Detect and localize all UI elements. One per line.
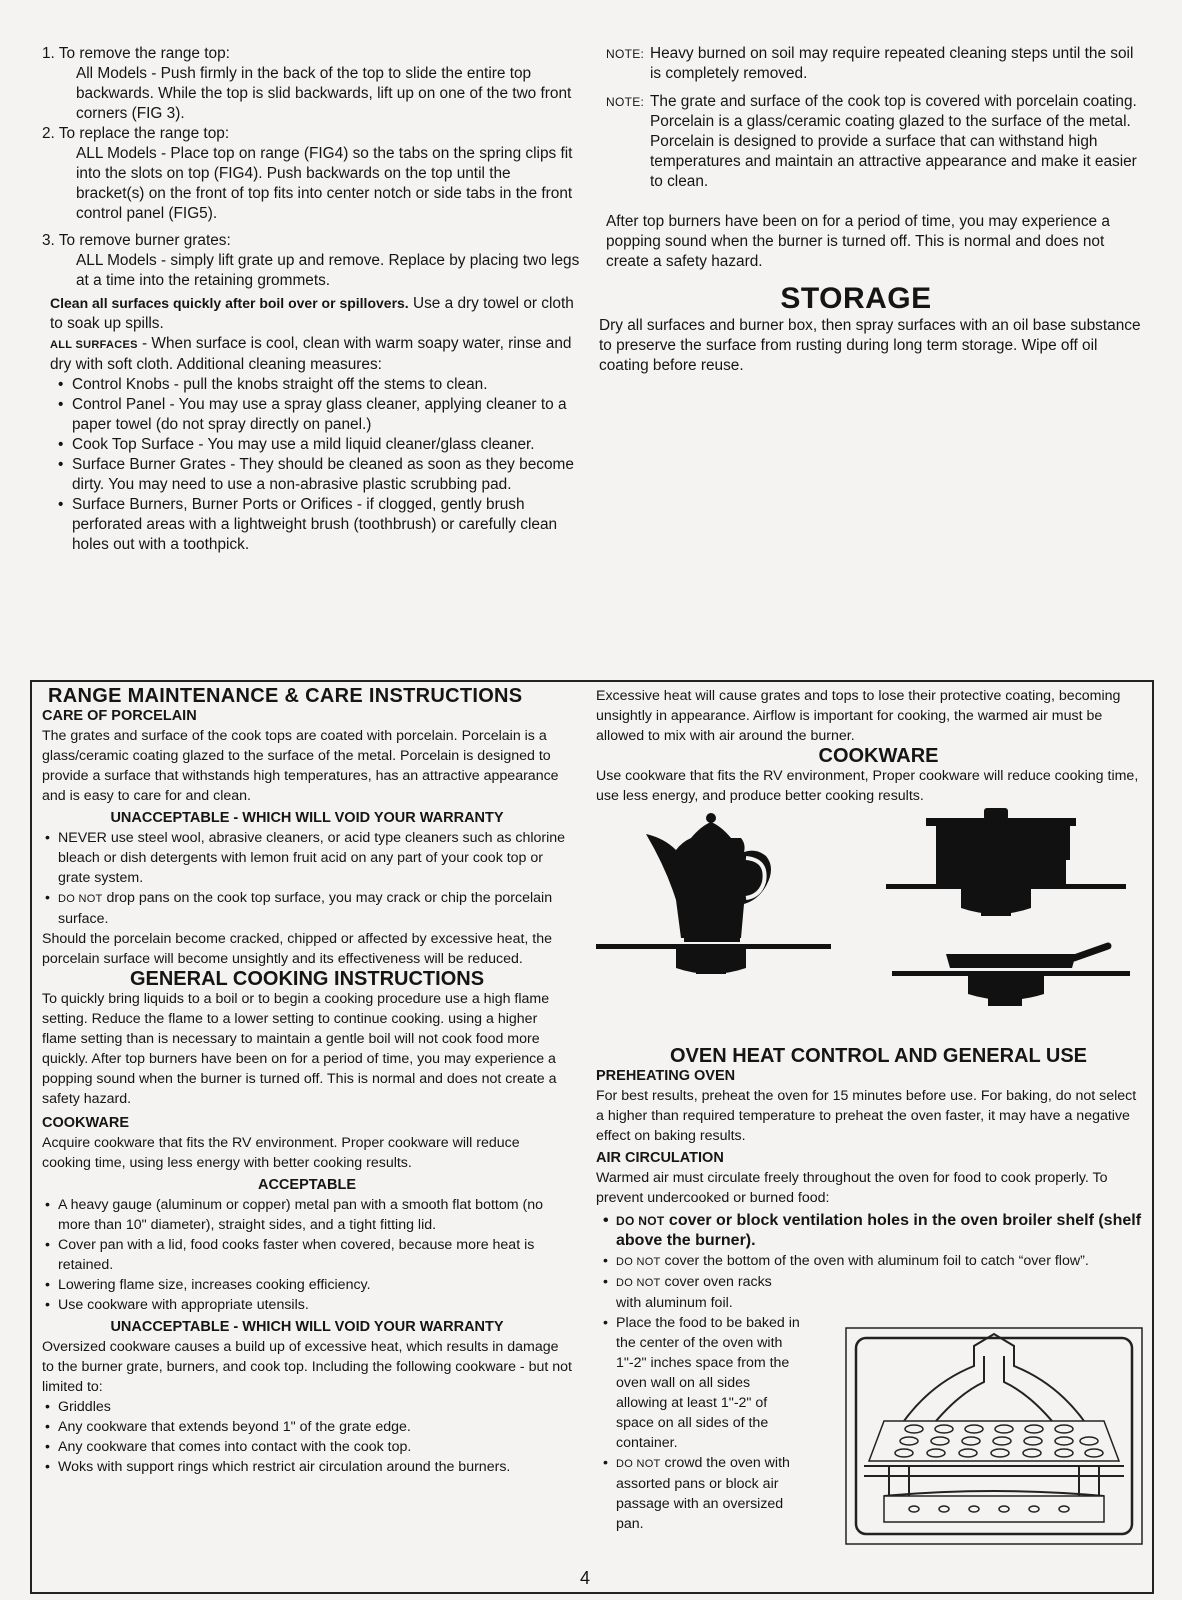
oven-bullet-1 [600, 1211, 1141, 1251]
broiler-shelf-icon [884, 1496, 1104, 1522]
cookware-heading: COOKWARE [42, 1115, 129, 1131]
baking-pan-icon [869, 1421, 1119, 1461]
oven-bullet-4: • Place the food to be baked in the center of the oven with 1"-2" inches space from the oven wall on all sides allowing at least 1"-2" of space on all sides of the container. [600, 1313, 800, 1453]
top-left-column [42, 44, 582, 555]
oven-heat-heading: OVEN HEAT CONTROL AND GENERAL USE [669, 1045, 1088, 1067]
list-item: • Cook Top Surface - You may use a mild liquid cleaner/glass cleaner. [50, 435, 582, 455]
do-not-label: DO NOT [616, 1214, 665, 1228]
oven-airflow-illustration [844, 1326, 1144, 1546]
do-not-label: DO NOT [58, 893, 103, 905]
list-item: • Surface Burners, Burner Ports or Orifices - if clogged, gently brush perforated areas with a lightweight brush (toothbrush) or carefully clean holes out with a toothpick. [50, 495, 582, 555]
care-porcelain-text: The grates and surface of the cook tops are coated with porcelain. Porcelain is a glass/ceramic coating glazed to the surface of the metal. Porcelain is designed to provide a surface that withstands high temperatures, has an attractive appearance and is easy to care for and clean. [42, 728, 559, 804]
general-cooking-text: To quickly bring liquids to a boil or to begin a cooking procedure use a high flame setting. Reduce the flame to a lower setting to continue cooking. using a higher flame setting than is necessary to maintain a gentle boil will not cook food more quickly. After top burners have been on for a period of time, you may experience a popping sound when the burner is turned off. This is normal and does not create a safety hazard. [42, 991, 557, 1107]
oven-bullet-2-text: cover the bottom of the oven with aluminum foil to catch “over flow”. [660, 1253, 1089, 1269]
unacceptable-item [42, 888, 572, 929]
unacceptable-heading-2: UNACCEPTABLE - WHICH WILL VOID YOUR WARRANTY [110, 1319, 504, 1335]
oversized-item: • Any cookware that extends beyond 1" of the grate edge. [42, 1417, 572, 1437]
do-not-label: DO NOT [616, 1277, 661, 1289]
acceptable-heading: ACCEPTABLE [257, 1177, 356, 1193]
item1-body: All Models - Push firmly in the back of the top to slide the entire top backwards. While the top is slid backwards, lift up on one of the two front corners (FIG 3). [76, 65, 572, 122]
acceptable-item: • Lowering flame size, increases cooking efficiency. [42, 1275, 572, 1295]
clean-bold: Clean all surfaces quickly after boil over or spillovers. [50, 295, 409, 311]
list-item: • Surface Burner Grates - They should be cleaned as soon as they become dirty. You may need to use a non-abrasive plastic scrubbing pad. [50, 455, 582, 495]
all-surfaces-label: ALL SURFACES [50, 339, 138, 351]
clean-rest: Use a dry towel or cloth to soak up spills. [50, 295, 574, 332]
oven-bullet-3 [600, 1272, 800, 1313]
covered-pot-icon [926, 808, 1076, 884]
cookware-text-right: Use cookware that fits the RV environment, Proper cookware will reduce cooking time, use less energy, and produce better cooking results. [596, 768, 1139, 804]
oven-bullet-3-text: cover oven racks with aluminum foil. [616, 1274, 772, 1311]
burner-icon [676, 949, 746, 974]
excessive-heat-text: Excessive heat will cause grates and tops to lose their protective coating, becoming unsightly in appearance. Airflow is important for cooking, the warmed air must be allowed to mix with air around the burner. [596, 688, 1121, 744]
cleaning-list [50, 375, 582, 555]
list-item: • Control Panel - You may use a spray glass cleaner, applying cleaner to a paper towel (do not spray directly on panel.) [50, 395, 582, 435]
do-not-label: DO NOT [616, 1256, 661, 1268]
acceptable-item: • Use cookware with appropriate utensils. [42, 1295, 572, 1315]
cookware-heading-right: COOKWARE [818, 745, 939, 767]
do-not-label: DO NOT [616, 1458, 661, 1470]
note-1 [606, 44, 1146, 84]
all-surfaces-text: - When surface is cool, clean with warm soapy water, rinse and dry with soft cloth. Additional cleaning measures: [50, 335, 572, 373]
unacceptable-item: • NEVER use steel wool, abrasive cleaners, or acid type cleaners such as chlorine bleach or dish detergents with lemon fruit acid on any part of your cook top or grate system. [42, 828, 572, 888]
item3-body: ALL Models - simply lift grate up and remove. Replace by placing two legs at a time into the retaining grommets. [76, 252, 580, 289]
clean-paragraph [50, 293, 582, 334]
oversized-item: • Any cookware that comes into contact with the cook top. [42, 1437, 572, 1457]
storage-title: STORAGE [780, 282, 932, 315]
oven-bullets-narrow [600, 1272, 800, 1534]
general-cooking-heading: GENERAL COOKING INSTRUCTIONS [129, 968, 485, 990]
oversized-item: • Griddles [42, 1397, 572, 1417]
unacceptable-heading-1: UNACCEPTABLE - WHICH WILL VOID YOUR WARRANTY [110, 810, 504, 826]
acceptable-item: • A heavy gauge (aluminum or copper) metal pan with a smooth flat bottom (no more than 10" diameter), straight sides, and a tight fitting lid. [42, 1195, 572, 1235]
page-number: 4 [580, 1568, 591, 1588]
oven-bullet-5 [600, 1453, 800, 1534]
coffee-pot-icon [646, 813, 771, 942]
item2-body: ALL Models - Place top on range (FIG4) so the tabs on the spring clips fit into the slots on top (FIG4). Push backwards on the top until the bracket(s) on the front of top fits into center notch or side tabs in the front control panel (FIG5). [76, 145, 573, 222]
top-right-column [599, 44, 1146, 376]
burner-icon [961, 889, 1031, 916]
note-label: NOTE: [606, 47, 645, 61]
item2-heading: 2. To replace the range top: [42, 125, 230, 142]
air-circulation-heading: AIR CIRCULATION [596, 1150, 724, 1166]
range-maintenance-title: RANGE MAINTENANCE & CARE INSTRUCTIONS [48, 685, 523, 707]
item1-heading: 1. To remove the range top: [42, 45, 230, 62]
acceptable-item: • Cover pan with a lid, food cooks faster when covered, because more heat is retained. [42, 1235, 572, 1275]
air-circulation-text: Warmed air must circulate freely throughout the oven for food to cook properly. To prevent undercooked or burned food: [596, 1170, 1108, 1206]
preheating-heading: PREHEATING OVEN [596, 1068, 736, 1084]
note-2 [606, 92, 1146, 192]
oversized-text: Oversized cookware causes a build up of excessive heat, which results in damage to the burner grate, burners, and cook top. Including the following cookware - but not limited to: [42, 1339, 572, 1395]
unacceptable-item-text: drop pans on the cook top surface, you may crack or chip the porcelain surface. [58, 890, 553, 927]
cookware-illustration [596, 808, 1141, 1038]
oven-bullet-5-text: crowd the oven with assorted pans or block air passage with an oversized pan. [616, 1455, 790, 1532]
preheating-text: For best results, preheat the oven for 15 minutes before use. For baking, do not select a higher than required temperature to preheat the oven faster, it may have a negative effect on baking results. [596, 1088, 1137, 1144]
oversized-item: • Woks with support rings which restrict air circulation around the burners. [42, 1457, 572, 1477]
note-1-text: Heavy burned on soil may require repeated cleaning steps until the soil is completely removed. [650, 45, 1134, 82]
box-left-column [42, 686, 572, 1477]
storage-text: Dry all surfaces and burner box, then spray surfaces with an oil base substance to preserve the surface from rusting during long term storage. Wipe off oil coating before reuse. [599, 317, 1141, 374]
all-surfaces-paragraph [50, 334, 582, 375]
note-label: NOTE: [606, 95, 645, 109]
note-2-text: The grate and surface of the cook top is covered with porcelain coating. Porcelain is a glass/ceramic coating glazed to the surface of the metal. Porcelain is designed to provide a surface that can withstand high temperatures and maintain an attractive appearance and make it easier to clean. [650, 93, 1137, 190]
oven-bullet-2 [600, 1251, 1141, 1272]
cracked-text: Should the porcelain become cracked, chipped or affected by excessive heat, the porcelain surface will become unsightly and its effectiveness will be reduced. [42, 931, 553, 967]
care-porcelain-heading: CARE OF PORCELAIN [42, 708, 197, 724]
oven-rack-icon [864, 1466, 1124, 1496]
oven-bullet-1-text: cover or block ventilation holes in the oven broiler shelf (shelf above the burner). [616, 1212, 1142, 1249]
frying-pan-icon [946, 946, 1108, 968]
box-right-column [596, 686, 1141, 806]
list-item: • Control Knobs - pull the knobs straight off the stems to clean. [50, 375, 582, 395]
cookware-text: Acquire cookware that fits the RV environment. Proper cookware will reduce cooking time, using less energy with better cooking results. [42, 1135, 520, 1171]
item3-heading: 3. To remove burner grates: [42, 232, 231, 249]
burner-icon [968, 976, 1044, 1006]
popping-paragraph: After top burners have been on for a period of time, you may experience a popping sound when the burner is turned off. This is normal and does not create a safety hazard. [606, 213, 1110, 270]
